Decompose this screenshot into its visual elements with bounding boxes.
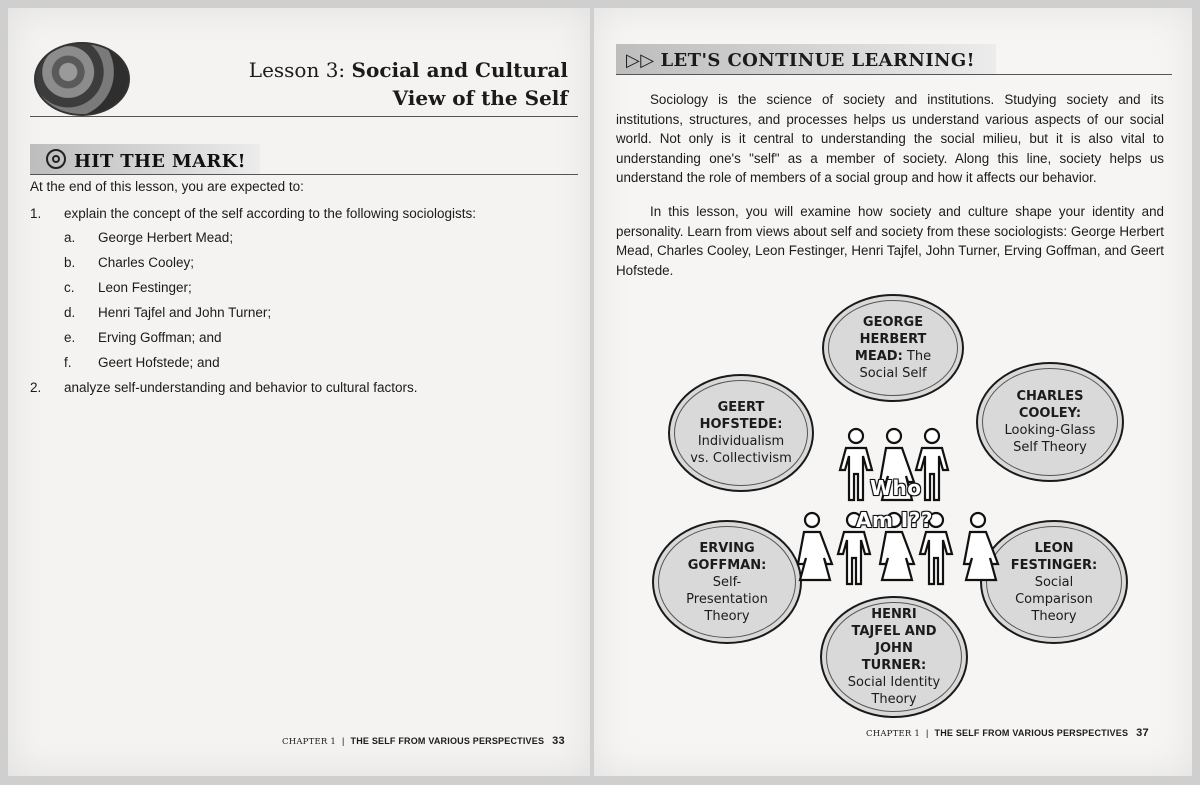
lesson-paragraph: In this lesson, you will examine how society and culture shape your identity and personality. Learn from views about self and society from these sociologists: George Herbert Mead, Charles Cooley, Leon Festinger, Henri Tajfel, John Turner, Erving Goffman, and Geert Hofstede. [616,204,1164,278]
intro-paragraph: Sociology is the science of society and institutions. Studying society and its institutions, structures, and processes helps us understand various aspects of our social world. Not only is it central to understanding the social milieu, but it is also vital to understanding one's "self" as a member of society. Along this line, society helps us understand the role of members of a social group and how it affects our behavior. [616,92,1164,185]
lesson-prefix: Lesson 3: [248,58,346,82]
bubble-heading: LEON FESTINGER: [1010,540,1098,573]
target-icon [46,149,66,169]
objectives-intro: At the end of this lesson, you are expected to: [30,179,304,194]
item-text: Henri Tajfel and John Turner; [98,305,272,320]
item-letter: a. [64,230,76,245]
footer-book-title: THE SELF FROM VARIOUS PERSPECTIVES [350,736,545,746]
bubble-festinger [980,520,1128,644]
footer-book-title: THE SELF FROM VARIOUS PERSPECTIVES [934,728,1129,738]
bubble-text: Looking-Glass Self Theory [1004,423,1096,455]
hit-the-mark-title: HIT THE MARK! [74,151,246,172]
objective-number: 1. [30,206,42,221]
bubble-text: The Social Self [859,349,932,381]
right-page [594,8,1192,776]
bubble-text: Social Comparison Theory [1015,574,1093,624]
bubble-heading: GEERT HOFSTEDE: [699,400,783,432]
left-page [8,8,590,776]
item-text: Geert Hofstede; and [98,355,220,370]
fast-forward-icon: ▷▷ [626,50,655,71]
person-icon [840,429,872,500]
people-group-illustration [790,422,1002,592]
lesson-title-line1: Social and Cultural [351,58,568,82]
bubble-mead [822,294,964,402]
page-footer [282,735,565,747]
person-icon [798,513,832,580]
item-text: Leon Festinger; [98,280,192,295]
section-rule [30,174,578,175]
bubble-heading: HENRI TAJFEL AND JOHN TURNER: [851,607,937,673]
am-i-text: Am I?? [856,508,933,532]
item-letter: f. [64,355,72,370]
bubble-heading: ERVING GOFFMAN: [687,540,767,573]
bubble-heading: GEORGE HERBERT MEAD: [854,315,927,364]
lesson-people-image [34,42,130,116]
bubble-heading: CHARLES COOLEY: [1016,389,1084,421]
person-icon [964,513,998,580]
item-text: Erving Goffman; and [98,330,222,345]
lesson-title-line2: View of the Self [392,86,568,110]
title-rule [30,116,578,117]
item-letter: b. [64,255,76,270]
item-letter: d. [64,305,76,320]
item-letter: c. [64,280,75,295]
page-number: 37 [1136,727,1149,739]
section-rule [616,74,1172,75]
page-footer [866,727,1149,739]
bubble-text: Social Identity Theory [847,675,941,707]
footer-chapter: CHAPTER 1 [866,729,920,739]
continue-learning-text: LET'S CONTINUE LEARNING! [660,50,975,71]
bubble-text: Individualism vs. Collectivism [690,434,792,466]
bubble-goffman [652,520,802,644]
bubble-text: Self- Presentation Theory [686,574,768,624]
objective-number: 2. [30,380,42,395]
objective-text: analyze self-understanding and behavior to cultural factors. [64,380,418,395]
footer-separator: | [925,728,929,738]
item-letter: e. [64,330,76,345]
who-text: Who [870,476,922,500]
bubble-tajfel-turner [820,596,968,718]
footer-separator: | [341,736,345,746]
objective-text: explain the concept of the self according to the following sociologists: [64,206,476,221]
item-text: George Herbert Mead; [98,230,234,245]
continue-learning-title [626,50,975,71]
item-text: Charles Cooley; [98,255,195,270]
lesson-title [208,56,568,112]
footer-chapter: CHAPTER 1 [282,737,336,747]
page-number: 33 [552,735,565,747]
